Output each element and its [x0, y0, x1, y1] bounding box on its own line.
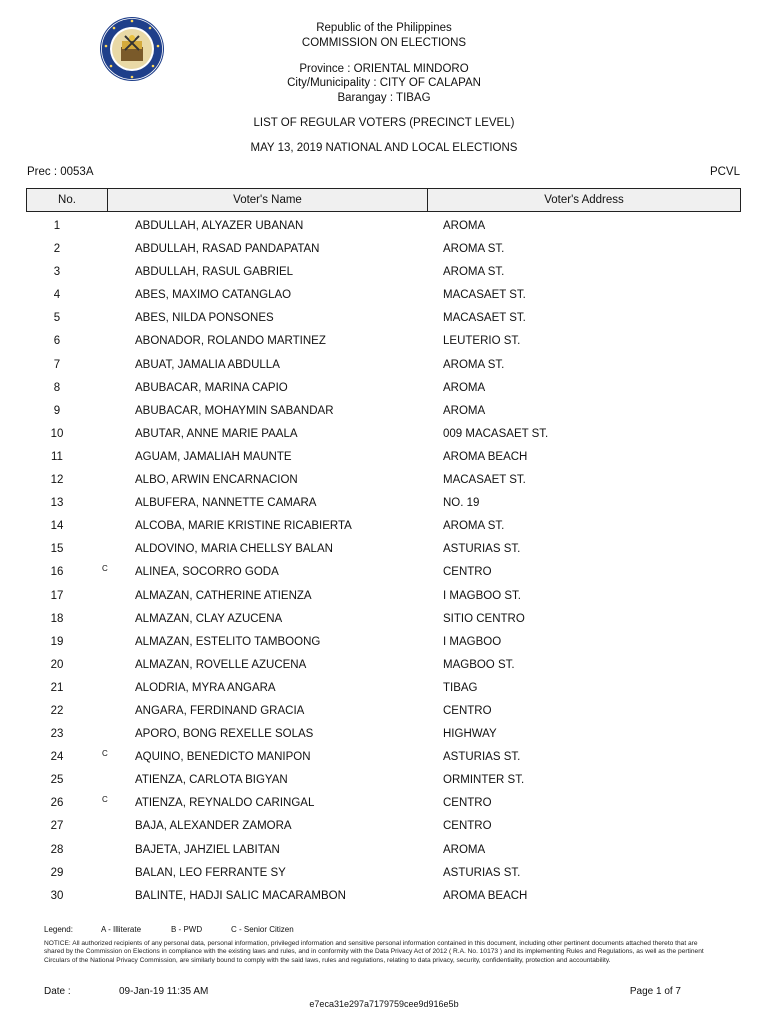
voter-number: 27 [50, 820, 64, 833]
voter-address: SITIO CENTRO [443, 612, 525, 625]
voter-name: ABUTAR, ANNE MARIE PAALA [135, 427, 298, 440]
table-row [26, 631, 741, 654]
voter-address: I MAGBOO [443, 635, 502, 648]
date-label: Date : [44, 986, 71, 997]
voter-name: ALCOBA, MARIE KRISTINE RICABIERTA [135, 520, 352, 533]
legend-label: Legend: [44, 925, 73, 934]
legend [44, 925, 294, 934]
header-barangay: Barangay : TIBAG [337, 92, 431, 104]
voter-number: 9 [53, 404, 61, 417]
voter-number: 29 [50, 866, 64, 879]
voter-name: ALMAZAN, ESTELITO TAMBOONG [135, 635, 321, 648]
voter-address: AROMA ST. [443, 243, 505, 256]
column-header-name: Voter's Name [108, 189, 428, 211]
voter-address: AROMA ST. [443, 520, 505, 533]
voter-address: AROMA ST. [443, 266, 505, 279]
table-row [26, 261, 741, 284]
voter-address: CENTRO [443, 704, 492, 717]
voter-name: ALBUFERA, NANNETTE CAMARA [135, 497, 317, 510]
voter-address: CENTRO [443, 797, 492, 810]
header-city: City/Municipality : CITY OF CALAPAN [287, 77, 481, 89]
voter-address: ASTURIAS ST. [443, 751, 521, 764]
voter-name: BALAN, LEO FERRANTE SY [135, 866, 286, 879]
voter-name: ABONADOR, ROLANDO MARTINEZ [135, 335, 326, 348]
table-row [26, 538, 741, 561]
voter-number: 28 [50, 843, 64, 856]
voter-name: BAJETA, JAHZIEL LABITAN [135, 843, 280, 856]
table-row [26, 423, 741, 446]
table-row [26, 561, 741, 584]
legend-pwd: B - PWD [171, 925, 203, 934]
voter-address: TIBAG [443, 681, 478, 694]
table-row [26, 330, 741, 353]
voter-number: 30 [50, 889, 64, 902]
voter-name: ALDOVINO, MARIA CHELLSY BALAN [135, 543, 333, 556]
voter-number: 26 [50, 797, 64, 810]
voter-name: ABES, NILDA PONSONES [135, 312, 274, 325]
voter-name: ATIENZA, REYNALDO CARINGAL [135, 797, 315, 810]
precinct-label: Prec : 0053A [27, 166, 94, 178]
voter-number: 11 [51, 450, 63, 463]
voter-address: MACASAET ST. [443, 474, 526, 487]
voter-address: MAGBOO ST. [443, 658, 515, 671]
voter-address: HIGHWAY [443, 728, 497, 741]
voter-number: 6 [53, 335, 61, 348]
form-code: PCVL [709, 166, 740, 178]
header-republic: Republic of the Philippines [316, 22, 452, 34]
voter-address: MACASAET ST. [443, 312, 526, 325]
voter-number: 3 [53, 266, 61, 279]
voter-address: AROMA [443, 220, 486, 232]
voter-number: 14 [50, 520, 64, 533]
voter-number: 15 [50, 543, 64, 556]
voter-address: MACASAET ST. [443, 289, 526, 302]
voter-number: 1 [53, 220, 61, 232]
table-row [26, 723, 741, 746]
header-commission: COMMISSION ON ELECTIONS [301, 37, 467, 49]
voter-address: LEUTERIO ST. [443, 335, 521, 348]
voter-number: 18 [50, 612, 64, 625]
table-row [26, 469, 741, 492]
voter-name: ALMAZAN, CATHERINE ATIENZA [135, 589, 312, 602]
voter-address: AROMA [443, 381, 486, 394]
voter-name: ATIENZA, CARLOTA BIGYAN [135, 774, 288, 787]
voter-name: ABDULLAH, RASAD PANDAPATAN [135, 243, 320, 256]
voter-name: BAJA, ALEXANDER ZAMORA [135, 820, 292, 833]
voter-number: 5 [53, 312, 61, 325]
table-row [26, 862, 741, 885]
voter-number: 23 [50, 728, 64, 741]
voter-number: 17 [50, 589, 64, 602]
voter-address: I MAGBOO ST. [443, 589, 521, 602]
table-row [26, 446, 741, 469]
voter-address: ASTURIAS ST. [443, 543, 521, 556]
voter-name: ABUBACAR, MOHAYMIN SABANDAR [135, 404, 334, 417]
voter-number: 4 [53, 289, 61, 302]
table-row [26, 377, 741, 400]
table-row [26, 307, 741, 330]
table-row [26, 515, 741, 538]
voter-address: 009 MACASAET ST. [443, 427, 549, 440]
legend-illiterate: A - Illiterate [101, 925, 142, 934]
date-value: 09-Jan-19 11:35 AM [119, 986, 209, 997]
table-row [26, 492, 741, 515]
voter-number: 2 [53, 243, 61, 256]
table-row [26, 700, 741, 723]
voter-number: 20 [50, 658, 64, 671]
voter-name: ABUBACAR, MARINA CAPIO [135, 381, 288, 394]
table-row [26, 677, 741, 700]
document-hash: e7eca31e297a7179759cee9d916e5b [309, 999, 459, 1009]
table-row [26, 815, 741, 838]
table-row [26, 608, 741, 631]
table-header [26, 188, 741, 212]
voter-name: ABDULLAH, ALYAZER UBANAN [135, 220, 304, 232]
voter-number: 12 [50, 474, 64, 487]
voter-name: BALINTE, HADJI SALIC MACARAMBON [135, 889, 346, 902]
voter-number: 16 [50, 566, 64, 579]
table-row [26, 284, 741, 307]
voter-number: 7 [53, 358, 61, 371]
table-row [26, 769, 741, 792]
column-header-address: Voter's Address [544, 194, 624, 206]
voter-name: ANGARA, FERDINAND GRACIA [135, 704, 305, 717]
voter-address: NO. 19 [443, 497, 480, 510]
voter-number: 21 [50, 681, 64, 694]
voter-address: CENTRO [443, 566, 492, 579]
privacy-notice: NOTICE: All authorized recipients of any personal data, personal information, privileged information and sensitive personal information contained in this document, including other pertinent documents attached thereto that are shared by the Commission on Elections in compliance with the existing laws and rules, and in conformity with the Data Privacy Act of 2012 ( R.A. No. 10173 ) and its implementing Rules and Regulations, as well as the pertinent Circulars of the National Privacy Commission, are similarly bound to comply with the said laws, rules and regulations, relating to data privacy, security, confidentiality, protection and accountability. [44, 940, 704, 964]
voter-address: AROMA [443, 843, 486, 856]
voter-address: ASTURIAS ST. [443, 866, 521, 879]
voter-name: ALODRIA, MYRA ANGARA [135, 681, 276, 694]
table-row [26, 839, 741, 862]
voter-name: ABES, MAXIMO CATANGLAO [135, 289, 292, 302]
voter-address: AROMA BEACH [443, 889, 528, 902]
table-row [26, 746, 741, 769]
voter-number: 19 [50, 635, 64, 648]
page-number: Page 1 of 7 [629, 986, 681, 997]
voter-list [26, 215, 741, 908]
voter-name: ALINEA, SOCORRO GODA [135, 566, 279, 579]
election-title: MAY 13, 2019 NATIONAL AND LOCAL ELECTIONS [250, 142, 518, 154]
voter-flag: C [102, 795, 108, 805]
voter-address: AROMA ST. [443, 358, 505, 371]
voter-name: APORO, BONG REXELLE SOLAS [135, 728, 314, 741]
voter-number: 10 [50, 427, 64, 440]
voter-name: ABUAT, JAMALIA ABDULLA [135, 358, 280, 371]
voter-number: 22 [50, 704, 64, 717]
table-row [26, 215, 741, 238]
table-row [26, 792, 741, 815]
table-row [26, 585, 741, 608]
table-row [26, 400, 741, 423]
list-title: LIST OF REGULAR VOTERS (PRECINCT LEVEL) [253, 117, 515, 129]
table-row [26, 238, 741, 261]
voter-number: 25 [50, 774, 64, 787]
voter-number: 24 [50, 751, 64, 764]
voter-name: ALMAZAN, ROVELLE AZUCENA [135, 658, 307, 671]
voter-flag: C [102, 564, 108, 574]
table-row [26, 654, 741, 677]
voter-name: AQUINO, BENEDICTO MANIPON [135, 751, 311, 764]
voter-name: AGUAM, JAMALIAH MAUNTE [135, 450, 292, 463]
header-province: Province : ORIENTAL MINDORO [299, 63, 469, 75]
voter-flag: C [102, 749, 108, 759]
voter-address: ORMINTER ST. [443, 774, 525, 787]
voter-name: ALMAZAN, CLAY AZUCENA [135, 612, 283, 625]
voter-name: ALBO, ARWIN ENCARNACION [135, 474, 298, 487]
voter-address: AROMA [443, 404, 486, 417]
voter-name: ABDULLAH, RASUL GABRIEL [135, 266, 294, 279]
voter-number: 13 [50, 497, 64, 510]
table-row [26, 885, 741, 908]
voter-address: AROMA BEACH [443, 450, 528, 463]
legend-senior: C - Senior Citizen [231, 925, 294, 934]
voter-number: 8 [53, 381, 61, 394]
column-header-no: No. [27, 189, 108, 211]
voter-address: CENTRO [443, 820, 492, 833]
table-row [26, 354, 741, 377]
